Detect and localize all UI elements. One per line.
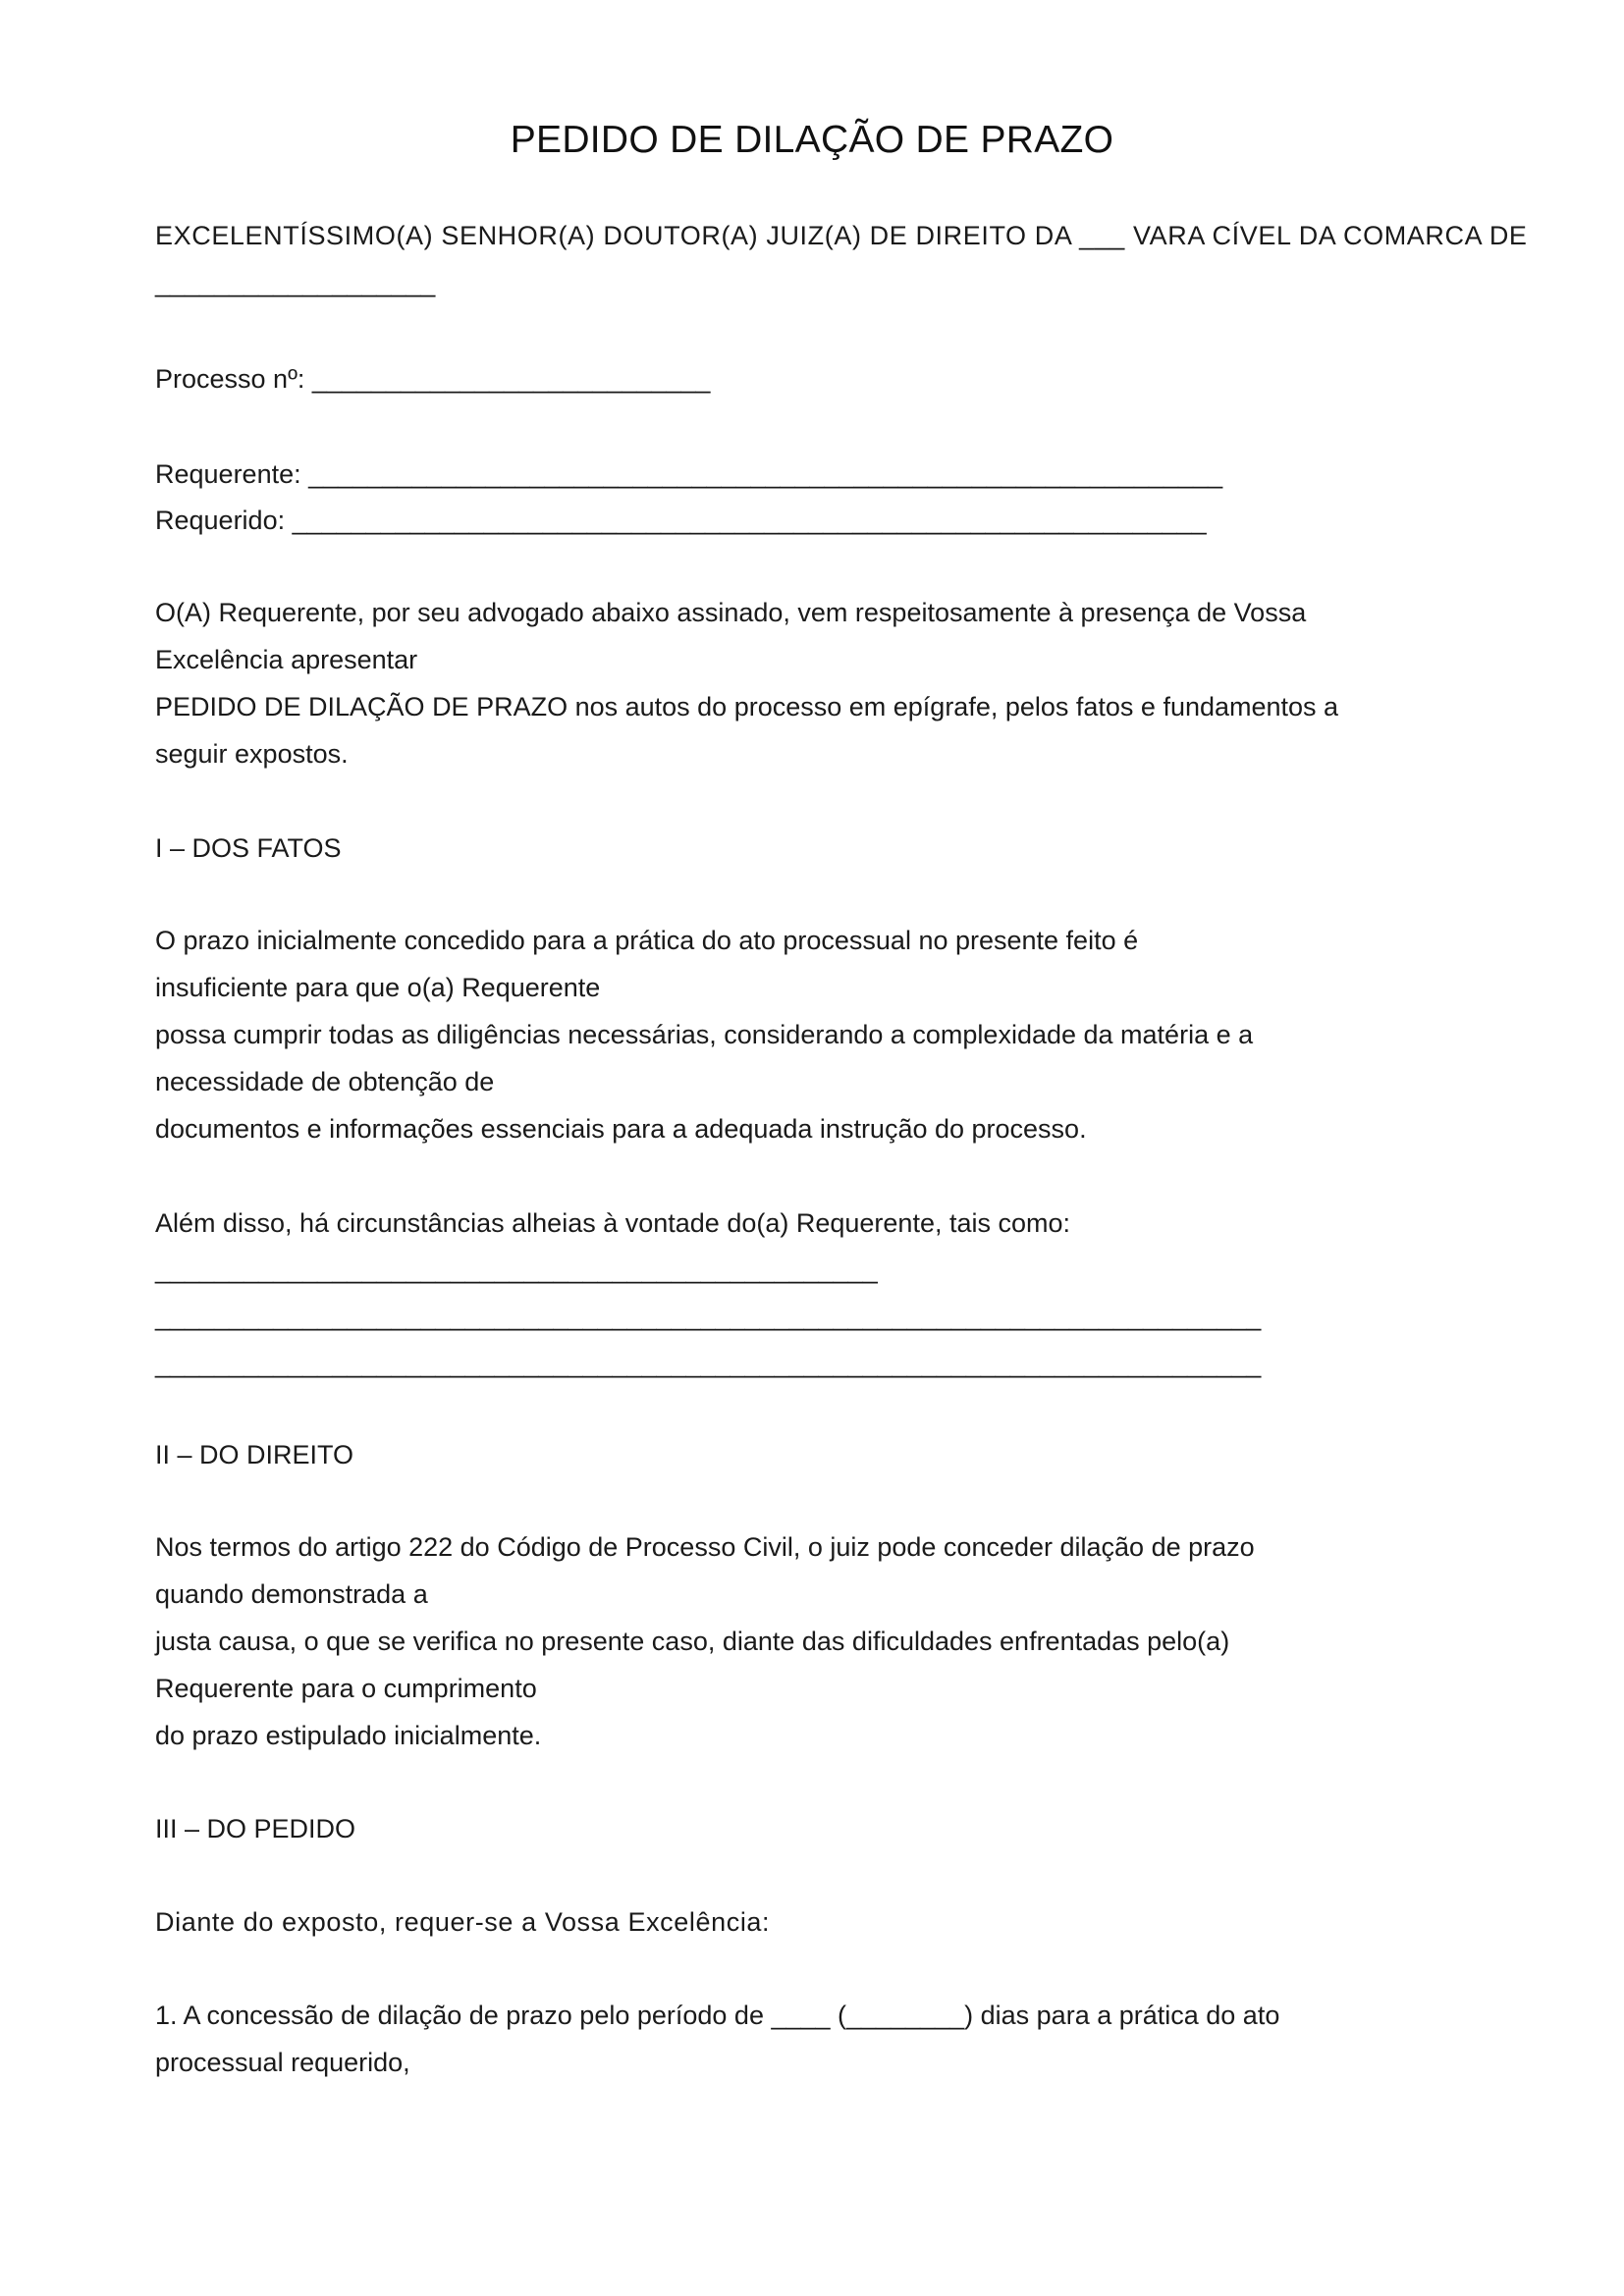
blank-fill-line: ___________________________________________________________________________ (155, 1302, 1262, 1331)
addressee-line: EXCELENTÍSSIMO(A) SENHOR(A) DOUTOR(A) JUIZ(A) DE DIREITO DA ___ VARA CÍVEL DA COMARCA DE (155, 221, 1528, 250)
facts-paragraph-line: possa cumprir todas as diligências necessárias, considerando a complexidade da matéria e a (155, 1020, 1254, 1049)
process-number-field: Processo nº: ___________________________ (155, 364, 711, 394)
addressee-blank-line: ___________________ (155, 268, 436, 297)
law-paragraph-line: Requerente para o cumprimento (155, 1674, 537, 1703)
blank-fill-line: _________________________________________________ (155, 1255, 878, 1284)
requerido-field: Requerido: ______________________________________________________________ (155, 506, 1207, 535)
intro-paragraph-line: Excelência apresentar (155, 645, 418, 674)
facts-paragraph-line: necessidade de obtenção de (155, 1067, 495, 1096)
requerente-field: Requerente: ______________________________________________________________ (155, 459, 1223, 489)
request-intro-line: Diante do exposto, requer-se a Vossa Excelência: (155, 1907, 771, 1937)
facts-paragraph-line: insuficiente para que o(a) Requerente (155, 973, 601, 1002)
blank-fill-line: ___________________________________________________________________________ (155, 1349, 1262, 1378)
intro-paragraph-line: PEDIDO DE DILAÇÃO DE PRAZO nos autos do processo em epígrafe, pelos fatos e fundamentos a (155, 692, 1339, 721)
section-heading-law: II – DO DIREITO (155, 1440, 354, 1469)
law-paragraph-line: do prazo estipulado inicialmente. (155, 1721, 542, 1750)
law-paragraph-line: Nos termos do artigo 222 do Código de Processo Civil, o juiz pode conceder dilação de prazo (155, 1532, 1255, 1562)
intro-paragraph-line: seguir expostos. (155, 739, 349, 769)
section-heading-request: III – DO PEDIDO (155, 1814, 356, 1843)
request-item-line: 1. A concessão de dilação de prazo pelo período de ____ (________) dias para a prática do ato (155, 2001, 1280, 2030)
facts-paragraph-line: O prazo inicialmente concedido para a prática do ato processual no presente feito é (155, 926, 1139, 955)
law-paragraph-line: justa causa, o que se verifica no presente caso, diante das dificuldades enfrentadas pelo(a) (155, 1627, 1230, 1656)
law-paragraph-line: quando demonstrada a (155, 1579, 428, 1609)
section-heading-facts: I – DOS FATOS (155, 833, 342, 863)
circumstances-line: Além disso, há circunstâncias alheias à vontade do(a) Requerente, tais como: (155, 1208, 1071, 1238)
facts-paragraph-line: documentos e informações essenciais para a adequada instrução do processo. (155, 1114, 1087, 1144)
intro-paragraph-line: O(A) Requerente, por seu advogado abaixo assinado, vem respeitosamente à presença de Vossa (155, 598, 1307, 627)
document-title: PEDIDO DE DILAÇÃO DE PRAZO (510, 119, 1114, 161)
request-item-line: processual requerido, (155, 2048, 410, 2077)
